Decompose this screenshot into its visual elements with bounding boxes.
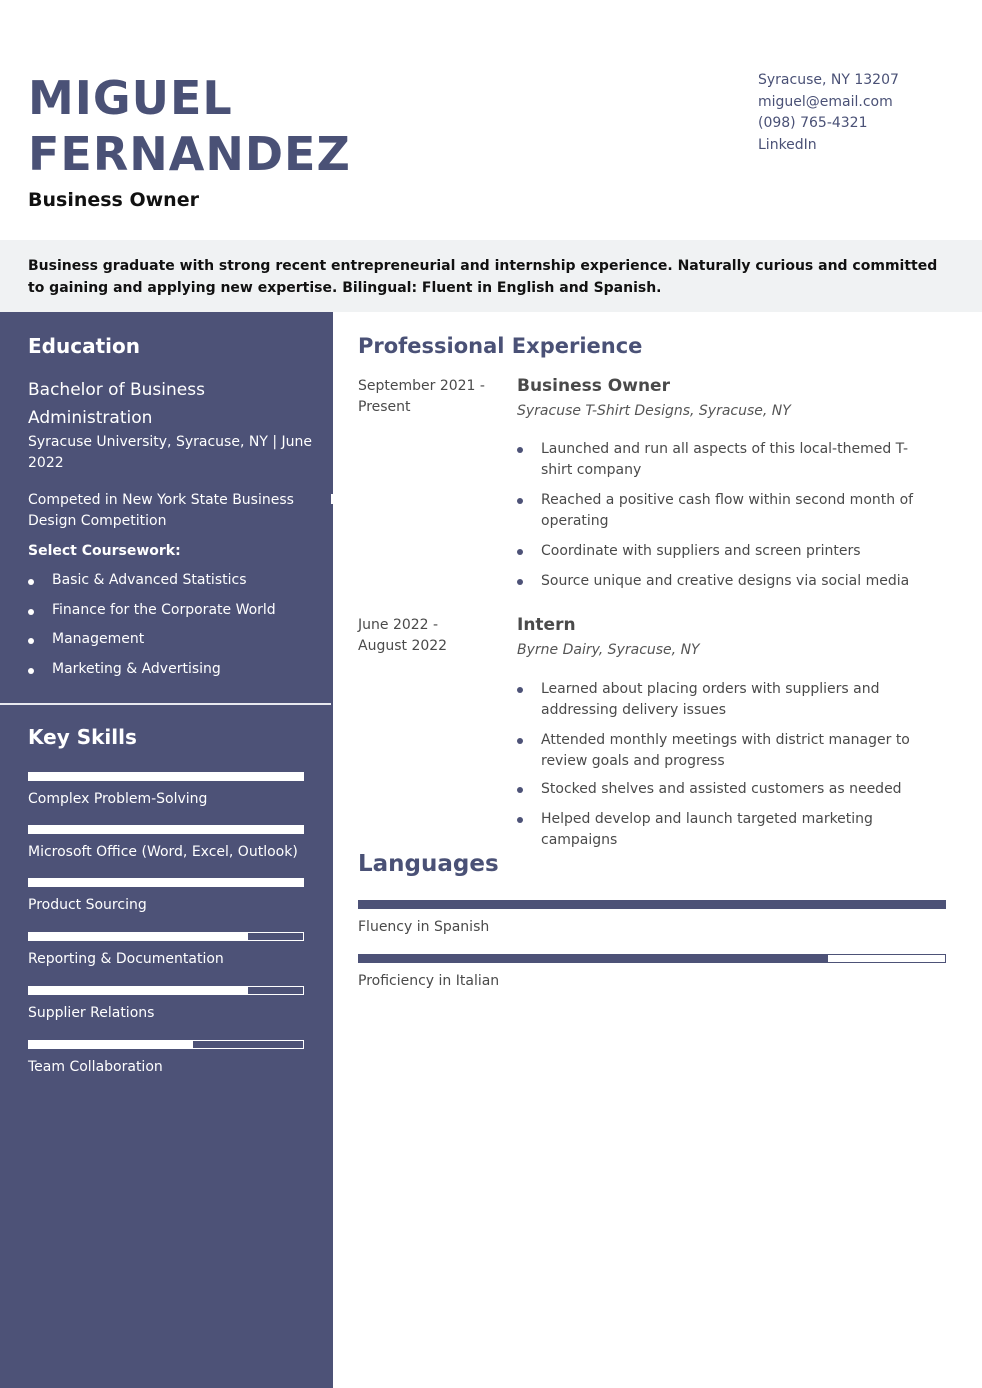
sidebar-notch <box>331 494 333 504</box>
skill-label: Reporting & Documentation <box>28 951 224 967</box>
job-dates: September 2021 - Present <box>358 378 485 415</box>
language-bar-fill <box>359 955 828 962</box>
contact-address: Syracuse, NY 13207 <box>758 72 899 88</box>
education-degree: Bachelor of Business Administration <box>28 380 205 428</box>
skill-label: Team Collaboration <box>28 1059 163 1075</box>
skills-heading: Key Skills <box>28 725 137 749</box>
bullet-dot-icon <box>28 609 34 615</box>
skill-item <box>28 825 304 860</box>
bullet-dot-icon <box>517 817 523 823</box>
skill-label: Supplier Relations <box>28 1005 155 1021</box>
education-note: Competed in New York State Business Design Competition <box>28 492 294 529</box>
bullet-dot-icon <box>517 447 523 453</box>
skill-bar <box>28 825 304 834</box>
last-name: FERNANDEZ <box>28 127 351 181</box>
job-bullet: Reached a positive cash flow within second month of operating <box>517 490 937 541</box>
skill-item <box>28 772 304 807</box>
language-bar-fill <box>359 901 945 908</box>
skill-item <box>28 878 304 913</box>
job-bullets <box>517 679 937 848</box>
job-company: Byrne Dairy, Syracuse, NY <box>517 642 700 658</box>
skill-bar-fill <box>29 879 303 886</box>
bullet-dot-icon <box>28 638 34 644</box>
skill-bar-fill <box>29 1041 193 1048</box>
contact-phone[interactable]: (098) 765-4321 <box>758 115 868 131</box>
coursework-heading: Select Coursework: <box>28 543 181 559</box>
headline: Business Owner <box>28 189 199 211</box>
bullet-dot-icon <box>517 738 523 744</box>
skill-bar <box>28 986 304 995</box>
skill-item <box>28 932 304 967</box>
job-bullet: Helped develop and launch targeted marketing campaigns <box>517 809 937 839</box>
skill-bar <box>28 1040 304 1049</box>
coursework-item: Management <box>28 631 276 661</box>
skill-bar-fill <box>29 826 303 833</box>
bullet-dot-icon <box>517 549 523 555</box>
language-item <box>358 954 946 989</box>
summary-text: Business graduate with strong recent entrepreneurial and internship experience. Naturally curious and committed to gaining and applying new expertise. Bilingual: Fluent in English and Spanish. <box>28 258 938 296</box>
bullet-dot-icon <box>517 579 523 585</box>
language-bar <box>358 954 946 963</box>
bullet-dot-icon <box>517 687 523 693</box>
bullet-dot-icon <box>28 579 34 585</box>
job-bullet: Launched and run all aspects of this local-themed T-shirt company <box>517 439 937 490</box>
job-dates: June 2022 - August 2022 <box>358 617 448 654</box>
job-bullets <box>517 439 937 600</box>
skill-bar-fill <box>29 987 248 994</box>
contact-block <box>758 70 899 156</box>
contact-email[interactable]: miguel@email.com <box>758 93 893 110</box>
job-bullet: Attended monthly meetings with district manager to review goals and progress <box>517 730 937 779</box>
job-bullet: Learned about placing orders with suppliers and addressing delivery issues <box>517 679 937 730</box>
skill-bar-fill <box>29 933 248 940</box>
job-company: Syracuse T-Shirt Designs, Syracuse, NY <box>517 403 791 419</box>
skill-label: Microsoft Office (Word, Excel, Outlook) <box>28 844 298 860</box>
education-heading: Education <box>28 334 140 358</box>
bullet-dot-icon <box>517 498 523 504</box>
first-name: MIGUEL <box>28 71 233 125</box>
language-label: Proficiency in Italian <box>358 973 500 989</box>
skill-item <box>28 1040 304 1075</box>
skill-item <box>28 986 304 1021</box>
bullet-dot-icon <box>517 787 523 793</box>
skill-bar <box>28 932 304 941</box>
contact-linkedin[interactable]: LinkedIn <box>758 136 817 153</box>
job-title: Intern <box>517 615 576 635</box>
skill-bar <box>28 772 304 781</box>
languages-heading: Languages <box>358 851 499 877</box>
bullet-dot-icon <box>28 668 34 674</box>
coursework-list <box>28 572 276 690</box>
coursework-item: Marketing & Advertising <box>28 661 276 691</box>
candidate-name <box>28 70 351 182</box>
coursework-item: Finance for the Corporate World <box>28 602 276 632</box>
job-bullet: Source unique and creative designs via social media <box>517 571 937 601</box>
skill-label: Complex Problem-Solving <box>28 791 208 807</box>
skill-bar <box>28 878 304 887</box>
job-bullet: Coordinate with suppliers and screen printers <box>517 541 937 571</box>
language-item <box>358 900 946 935</box>
experience-heading: Professional Experience <box>358 334 643 358</box>
skill-bar-fill <box>29 773 303 780</box>
sidebar <box>0 312 333 1388</box>
coursework-item: Basic & Advanced Statistics <box>28 572 276 602</box>
education-school: Syracuse University, Syracuse, NY | June 2022 <box>28 434 312 471</box>
language-label: Fluency in Spanish <box>358 919 490 935</box>
sidebar-divider <box>0 703 331 705</box>
job-title: Business Owner <box>517 376 670 396</box>
language-bar <box>358 900 946 909</box>
skill-label: Product Sourcing <box>28 897 147 913</box>
job-bullet: Stocked shelves and assisted customers as needed <box>517 779 937 809</box>
summary-band <box>0 240 982 312</box>
